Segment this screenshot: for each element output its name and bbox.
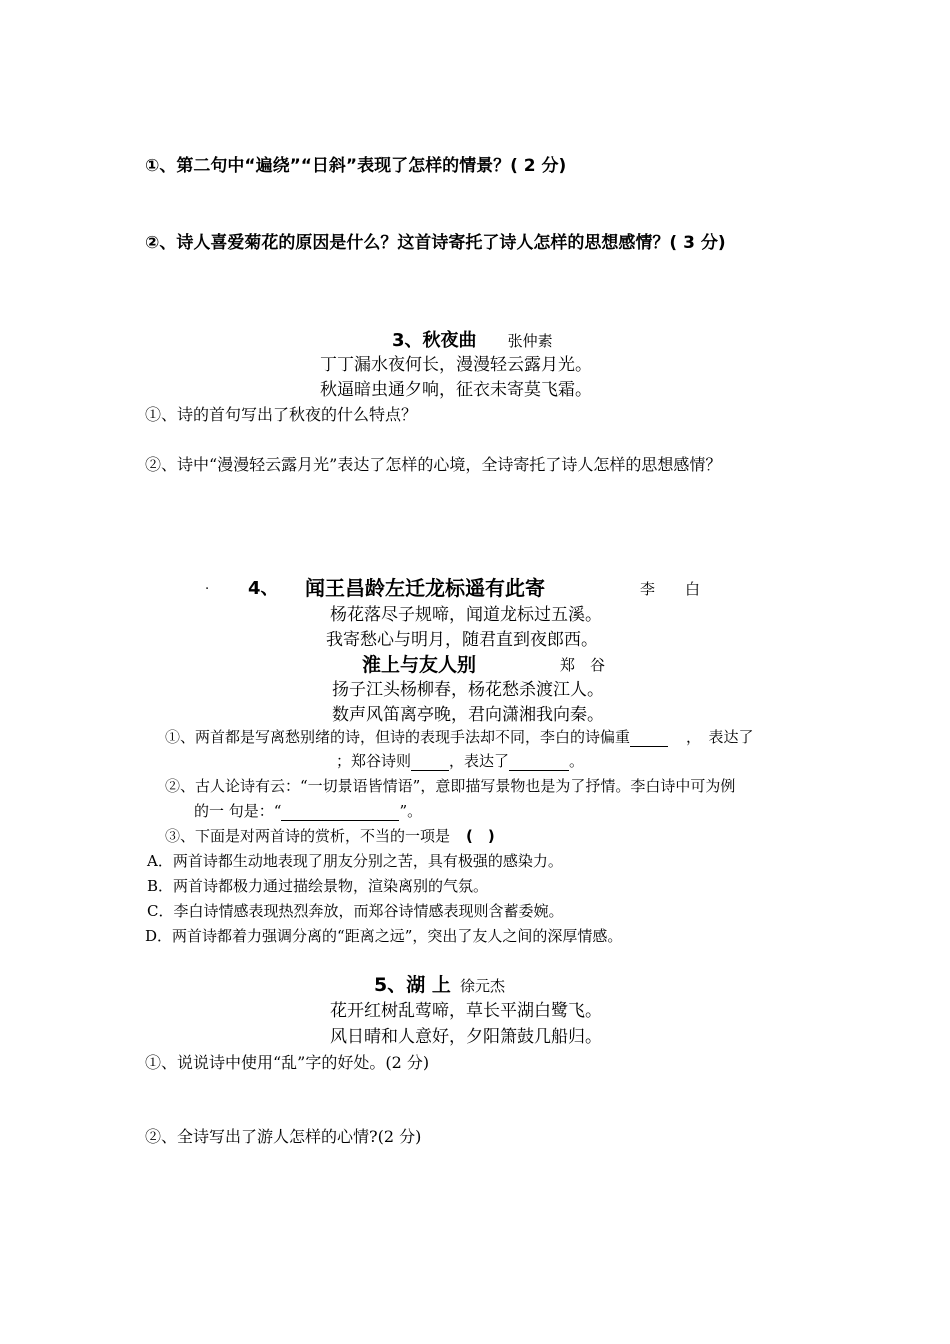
question-2-top: ②、诗人喜爱菊花的原因是什么？这首诗寄托了诗人怎样的思想感情？( 3 分) [145, 233, 726, 253]
poem4-question-1: ①、两首都是写离愁别绪的诗，但诗的表现手法却不同，李白的诗偏重 ， 表达了 [165, 728, 754, 746]
poem5-line-1: 花开红树乱莺啼，草长平湖白鹭飞。 [330, 1001, 602, 1021]
answer-blank[interactable] [630, 730, 668, 747]
poem4b-title: 淮上与友人别 [362, 654, 477, 676]
poem4-dot: . [205, 578, 210, 593]
poem3-line-1: 丁丁漏水夜何长，漫漫轻云露月光。 [320, 355, 592, 375]
poem4b-line-1: 扬子江头杨柳春，杨花愁杀渡江人。 [332, 680, 604, 700]
poem4-author: 李 白 [640, 580, 701, 598]
poem3-line-2: 秋逼暗虫通夕响，征衣未寄莫飞霜。 [320, 380, 592, 400]
option-c: C．李白诗情感表现热烈奔放，而郑谷诗情感表现则含蓄委婉。 [147, 902, 564, 920]
poem4-question-1-cont: ；郑谷诗则 ，表达了 。 [336, 752, 585, 770]
poem3-title: 3、秋夜曲 [392, 330, 477, 351]
option-b: B．两首诗都极力通过描绘景物，渲染离别的气氛。 [147, 877, 489, 895]
poem3-question-2: ②、诗中“漫漫轻云露月光”表达了怎样的心境，全诗寄托了诗人怎样的思想感情？ [145, 455, 722, 474]
poem3-heading [392, 326, 553, 352]
question-1-top: ①、第二句中“遍绕”“日斜”表现了怎样的情景？( 2 分) [145, 156, 567, 176]
poem5-author: 徐元杰 [459, 977, 505, 995]
poem4-title: 闻王昌龄左迁龙标遥有此寄 [305, 576, 545, 600]
option-d: D．两首诗都着力强调分离的“距离之远”，突出了友人之间的深厚情感。 [145, 927, 623, 945]
poem4-line-2: 我寄愁心与明月，随君直到夜郎西。 [326, 630, 598, 650]
poem5-title: 5、湖 上 [374, 974, 451, 996]
poem5-question-1: ①、说说诗中使用“乱”字的好处。(2 分) [145, 1053, 430, 1072]
poem4b-line-2: 数声风笛离亭晚，君向潇湘我向秦。 [332, 705, 604, 725]
poem3-question-1: ①、诗的首句写出了秋夜的什么特点？ [145, 405, 418, 424]
answer-blank[interactable] [281, 804, 399, 821]
poem5-heading [374, 970, 505, 997]
poem4-line-1: 杨花落尽子规啼，闻道龙标过五溪。 [330, 605, 602, 625]
poem4-question-3: ③、下面是对两首诗的赏析，不当的一项是 ( ) [165, 827, 495, 845]
answer-blank[interactable] [411, 754, 449, 771]
option-a: A．两首诗都生动地表现了朋友分别之苦，具有极强的感染力。 [147, 852, 563, 870]
poem4b-author: 郑 谷 [560, 656, 606, 674]
poem4-question-2: ②、古人论诗有云：“一切景语皆情语”，意即描写景物也是为了抒情。李白诗中可为例 [165, 777, 736, 795]
answer-bracket[interactable]: ( ) [466, 827, 495, 845]
poem3-author: 张仲素 [507, 332, 553, 350]
poem4-question-2-cont: 的一 句是：“ ”。 [194, 802, 423, 820]
poem4-number: 4、 [248, 578, 279, 599]
poem5-question-2: ②、全诗写出了游人怎样的心情?(2 分) [145, 1127, 422, 1146]
poem5-line-2: 风日晴和人意好，夕阳箫鼓几船归。 [330, 1027, 602, 1047]
answer-blank[interactable] [509, 754, 569, 771]
